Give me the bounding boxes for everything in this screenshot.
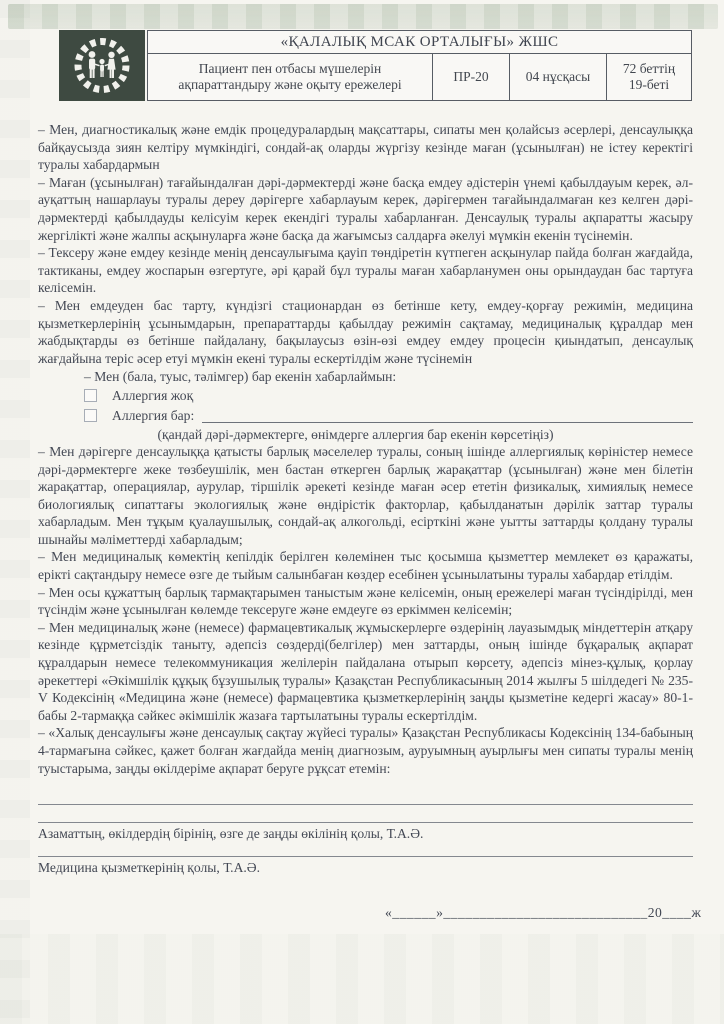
- allergy-details-fill-line[interactable]: [202, 408, 693, 423]
- allergy-present-row: [38, 406, 693, 426]
- scanner-artifact-band-top: [8, 4, 718, 29]
- document-header-table: [59, 30, 692, 101]
- date-fill-line[interactable]: «______»____________________________20____ж: [385, 905, 702, 921]
- paragraph-unexpected-complications: – Тексеру және емдеу кезінде менің денсаулығыма қауіп төндіретін күтпеген асқынулар пайда болған жағдайда, тактиканы, емдеу жоспарын өзгертуге, әрі қарай бұл туралы маған хабарланумен оны орындаудан бас тартуға келісемін.: [38, 245, 693, 296]
- scanner-artifact-band-bottom: [0, 934, 724, 1024]
- paragraph-health-disclosure: – Мен дәрігерге денсаулыққа қатысты барлық мәселелер туралы, соның ішінде аллергиялық көріністер немесе дәрі-дәрмектерге жеке төзбеушілік, мен бастан өткерген барлық жарақаттар (ұсынылған) және мен білетін жарақаттар, операциялар, аурулар, тіршілік әрекеті кезінде маған әсер ететін физикалық, химиялық немесе биологиялық сипаттағы экологиялық және өндірістік факторлар, қабылданатын дәрілік заттар туралы хабарладым. Мен тұқым қуалаушылық, сондай-ақ алкогольді, есірткіні және уытты заттарды қолдану туралы шынайы мәліметтерді хабарладым;: [38, 443, 693, 547]
- doc-page-info-cell: 72 беттің 19-беті: [622, 61, 676, 92]
- org-logo: [59, 30, 145, 101]
- paragraph-administrative-liability: – Мен медициналық және (немесе) фармацевтикалық жұмыскерлерге өздерінің лауазымдық міндеттерін атқару кезінде құрметсіздік таныту, әдепсіз сөздерді(белгілер) мен заттарды, оның ішінде бұқаралық ақпарат құралдарын немесе телекоммуникация желілерін пайдалана отырып көрсету, әдепсіз мінез-құлық, қорлау әрекеттері «Әкімшілік құқық бұзушылық туралы» Қазақстан Республикасының 2014 жылғы 5 шілдедегі № 235-V Кодексінің «Медицина және (немесе) фармацевтика қызметкерлерінің заңды қызметіне кедергі жасау» 80-1-бабы 2-тармаққа сәйкес әкімшілік жазаға тартылатыны туралы ескертілдім.: [38, 619, 693, 723]
- allergy-present-checkbox[interactable]: [84, 409, 97, 422]
- scanner-artifact-band-left: [0, 0, 30, 1024]
- allergy-caption: (қандай дәрі-дәрмектерге, өнімдерге аллергия бар екенін көрсетіңіз): [157, 426, 554, 442]
- allergy-none-label: Аллергия жоқ: [112, 388, 194, 404]
- doc-title-cell: Пациент пен отбасы мүшелерін ақпараттандыру және оқыту ережелері: [148, 54, 433, 100]
- allergy-present-label: Аллергия бар:: [112, 408, 195, 424]
- allergy-none-checkbox[interactable]: [84, 389, 97, 402]
- org-name: «ҚАЛАЛЫҚ МСАК ОРТАЛЫҒЫ» ЖШС: [148, 31, 691, 54]
- allergy-none-row: [38, 386, 693, 406]
- document-body: [38, 121, 702, 922]
- allergy-notify-line: – Мен (бала, туыс, тәлімгер) бар екенін хабарлаймын:: [84, 369, 397, 385]
- header-table: [147, 30, 692, 101]
- paragraph-relatives-information-permission: – «Халық денсаулығы және денсаулық сақтау жүйесі туралы» Қазақстан Республикасы Кодексінің 134-бабының 4-тармағына сәйкес, қажет болған жағдайда менің диагнозым, ауруымның ауырлығы мен сипаты туралы менің туыстарыма, заңды өкілдеріме ақпарат беруге рұқсат етемін:: [38, 725, 693, 776]
- paragraph-diagnostic-procedures: – Мен, диагностикалық және емдік процедуралардың мақсаттары, сипаты мен қолайсыз әсерлері, денсаулыққа байқаусызда зиян келтіру мүмкіндігі, сондай-ақ оларды жүргізу кезінде маған (ұсынылған) не істеу керектігі туралы хабардармын: [38, 122, 693, 173]
- doc-code-cell: ПР-20: [433, 54, 510, 100]
- family-in-dashed-ring-icon: [59, 30, 145, 101]
- doc-version-cell: 04 нұсқасы: [510, 54, 607, 100]
- paragraph-treatment-refusal-warning: – Мен емдеуден бас тарту, күндізгі стационардан өз бетінше кету, емдеу-қорғау режимін, медицина қызметкерлерінің ұсынымдарын, препараттарды қабылдау режимін сақтамау, медициналық құралдар мен жабдықтарды өз бетінше пайдалану, бақылаусыз өзін-өзі емдеу емдеу процесін қиындатып, денсаулық жағдайына теріс әсер етуі мүмкін екені туралы ескертілдім және түсінемін: [38, 297, 693, 366]
- paragraph-prescribed-medicines: – Маған (ұсынылған) тағайындалған дәрі-дәрмектерді және басқа емдеу әдістерін үнемі қабылдауым керек, әл-ауқаттың нашарлауы туралы дереу дәрігерге хабарлауым керек, дәрігермен тағайындалмаған кез келген дәрі-дәрмектерді қабылдауды келісуім керек екендігі туралы хабарланған. Денсаулық туралы ақпаратты жасыру жергілікті және жалпы асқынуларға және басқа да жағымсыз салдарға әкелуі мүмкін екенін түсінемін.: [38, 174, 693, 243]
- citizen-signature-label: Азаматтың, өкілдердің бірінің, өзге де заңды өкілінің қолы, Т.А.Ә.: [38, 826, 424, 842]
- paragraph-paid-services: – Мен медициналық көмектің кепілдік берілген көлемінен тыс қосымша қызметтер мемлекет өз қаражаты, ерікті сақтандыру немесе өзге де тыйым салынбаған көздер есебінен ұсынылатыны туралы хабардар етілдім.: [38, 549, 693, 583]
- header-table-row: [148, 54, 691, 100]
- medic-signature-label: Медицина қызметкерінің қолы, Т.А.Ә.: [38, 860, 261, 876]
- paragraph-document-agreement: – Мен осы құжаттың барлық тармақтарымен таныстым және келісемін, оның ережелері маған түсіндірілді, мен түсіндім және ұсынылған көлемде тексеруге және емдеуге өз еркіммен келісемін;: [38, 584, 693, 618]
- signature-blank-line[interactable]: [38, 804, 693, 805]
